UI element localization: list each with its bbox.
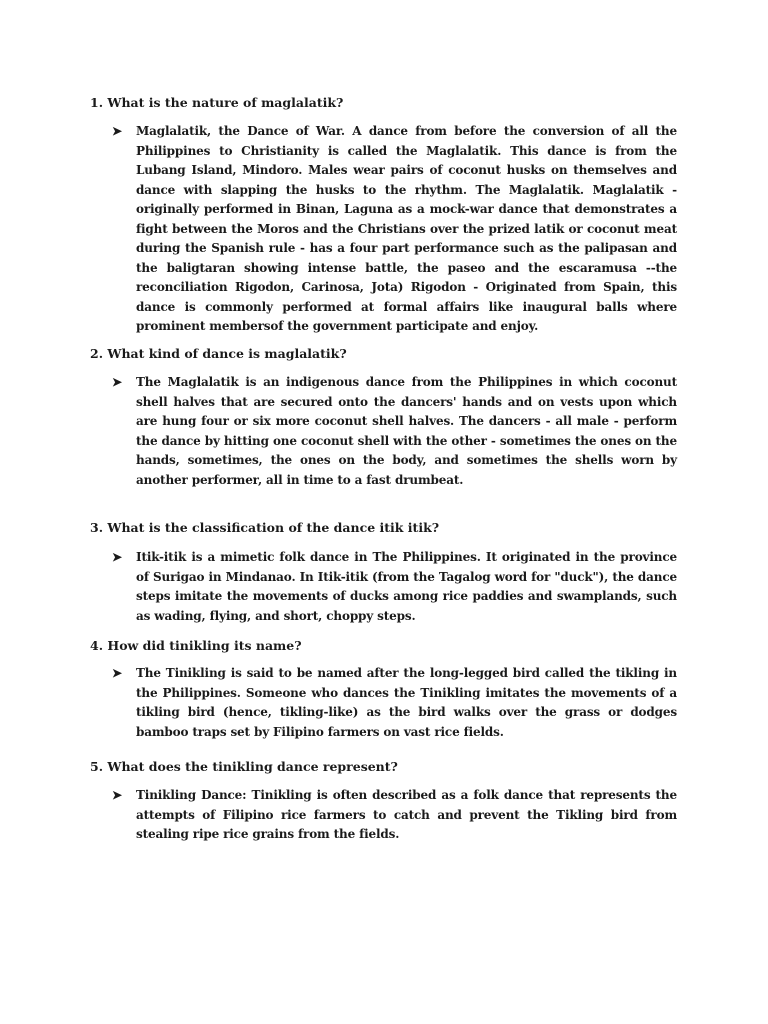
- arrowhead-bullet-icon: ➤: [112, 124, 123, 138]
- arrowhead-bullet-icon: ➤: [112, 788, 123, 802]
- answer-1: Maglalatik, the Dance of War. A dance from before the conversion of all the Philippines to Christianity is called the Maglalatik. This dance is from the Lubang Island, Mindoro. Males wear pairs of coconut husks on themselves and dance with slapping the husks to the rhythm. The Maglalatik. Maglalatik - originally performed in Binan, Laguna as a mock-war dance that demonstrates a fight between the Moros and the Christians over the prized latik or coconut meat during the Spanish rule - has a four part performance such as the palipasan and the baligtaran showing intense battle, the paseo and the escaramusa --the reconciliation Rigodon, Carinosa, Jota) Rigodon - Originated from Spain, this dance is commonly performed at formal affairs like inaugural balls where prominent membersof the government participate and enjoy.: [136, 124, 677, 333]
- answer-3: Itik-itik is a mimetic folk dance in The Philippines. It originated in the province of Surigao in Mindanao. In Itik-itik (from the Tagalog word for "duck"), the dance steps imitate the movements of ducks among rice paddies and swamplands, such as wading, flying, and short, choppy steps.: [136, 550, 677, 623]
- arrowhead-bullet-icon: ➤: [112, 375, 123, 389]
- question-2: 2. What kind of dance is maglalatik?: [90, 346, 347, 361]
- question-1: 1. What is the nature of maglalatik?: [90, 95, 344, 110]
- question-4: 4. How did tinikling its name?: [90, 638, 302, 653]
- arrowhead-bullet-icon: ➤: [112, 666, 123, 680]
- arrowhead-bullet-icon: ➤: [112, 550, 123, 564]
- answer-2: The Maglalatik is an indigenous dance from the Philippines in which coconut shell halves that are secured onto the dancers' hands and on vests upon which are hung four or six more coconut shell halves. The dancers - all male - perform the dance by hitting one coconut shell with the other - sometimes the ones on the hands, sometimes, the ones on the body, and sometimes the shells worn by another performer, all in time to a fast drumbeat.: [136, 375, 677, 487]
- answer-5: Tinikling Dance: Tinikling is often described as a folk dance that represents the attempts of Filipino rice farmers to catch and prevent the Tikling bird from stealing ripe rice grains from the fields.: [136, 788, 677, 841]
- answer-4: The Tinikling is said to be named after the long-legged bird called the tikling in the Philippines. Someone who dances the Tinikling imitates the movements of a tikling bird (hence, tikling-like) as the bird walks over the grass or dodges bamboo traps set by Filipino farmers on vast rice fields.: [136, 666, 677, 739]
- question-3: 3. What is the classification of the dance itik itik?: [90, 520, 440, 535]
- question-5: 5. What does the tinikling dance represent?: [90, 759, 398, 774]
